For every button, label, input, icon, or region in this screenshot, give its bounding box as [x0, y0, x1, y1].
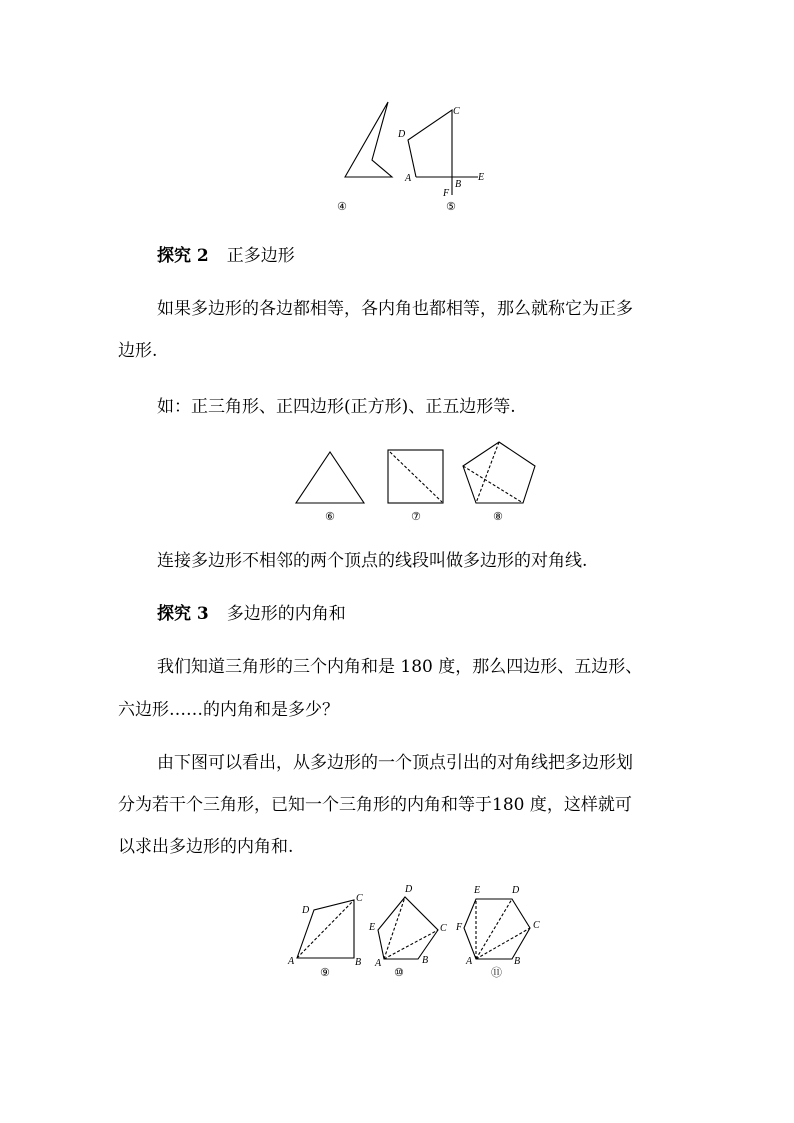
figure-6-triangle	[296, 452, 364, 503]
figure-11-hexagon	[464, 899, 530, 959]
section-3-para2-line2: 分为若干个三角形，已知一个三角形的内角和等于180 度，这样就可	[118, 795, 632, 815]
figure-10-pentagon	[378, 897, 438, 959]
fig5-caption: ⑤	[446, 200, 456, 213]
fig10-label-e: E	[369, 922, 376, 933]
figure-8-diagonal-2	[463, 466, 523, 503]
section-3-para1-line1: 我们知道三角形的三个内角和是 180 度，那么四边形、五边形、	[157, 657, 643, 677]
fig5-label-a: A	[405, 173, 412, 184]
fig11-label-a: A	[466, 956, 473, 967]
fig5-label-e: E	[478, 172, 485, 183]
section-2-number: 探究 2	[157, 246, 209, 266]
fig5-label-c: C	[453, 106, 460, 117]
section-2-para1-line2: 边形.	[118, 341, 158, 361]
fig10-label-d: D	[405, 884, 413, 895]
fig5-label-f: F	[443, 188, 450, 199]
fig5-label-b: B	[455, 179, 462, 190]
fig5-label-d: D	[398, 129, 406, 140]
fig9-label-c: C	[356, 893, 363, 904]
fig11-caption: ⑪	[491, 966, 502, 979]
fig9-label-d: D	[302, 905, 310, 916]
figure-7-square	[388, 450, 443, 503]
fig10-label-c: C	[440, 923, 447, 934]
section-3-para1-line2: 六边形……的内角和是多少？	[118, 700, 339, 720]
fig4-caption: ④	[337, 200, 347, 213]
fig11-label-d: D	[512, 885, 520, 896]
figure-11-diagonal-3	[476, 928, 530, 959]
figure-10-diagonal-1	[384, 897, 405, 959]
section-2-heading	[157, 245, 295, 267]
section-3-heading	[157, 603, 346, 625]
fig9-label-a: A	[288, 956, 295, 967]
section-3-number: 探究 3	[157, 604, 209, 624]
fig6-caption: ⑥	[325, 510, 335, 523]
figure-5-shape	[408, 110, 452, 177]
section-3-para2-line3: 以求出多边形的内角和.	[118, 837, 294, 857]
fig11-label-e: E	[474, 885, 481, 896]
fig8-caption: ⑧	[493, 510, 503, 523]
figure-4-shape	[345, 102, 392, 177]
section-2-para2: 如：正三角形、正四边形(正方形)、正五边形等.	[157, 397, 516, 417]
fig11-label-b: B	[514, 956, 521, 967]
fig11-label-c: C	[533, 920, 540, 931]
fig9-caption: ⑨	[320, 966, 330, 979]
section-3-para2-line1: 由下图可以看出，从多边形的一个顶点引出的对角线把多边形划	[157, 753, 633, 773]
fig10-label-b: B	[422, 955, 429, 966]
section-2-title: 正多边形	[226, 246, 295, 266]
fig11-label-f: F	[456, 922, 463, 933]
fig10-label-a: A	[375, 958, 382, 969]
figure-7-diagonal	[390, 452, 442, 502]
fig7-caption: ⑦	[411, 510, 421, 523]
figure-8-pentagon	[463, 442, 535, 503]
fig9-label-b: B	[355, 957, 362, 968]
diagonal-definition: 连接多边形不相邻的两个顶点的线段叫做多边形的对角线.	[157, 551, 588, 571]
figure-10-diagonal-2	[384, 930, 438, 959]
section-3-title: 多边形的内角和	[226, 604, 346, 624]
figure-11-diagonal-2	[476, 899, 512, 959]
section-2-para1-line1: 如果多边形的各边都相等，各内角也都相等，那么就称它为正多	[157, 299, 633, 319]
figure-8-diagonal-1	[476, 442, 499, 503]
fig10-caption: ⑩	[394, 966, 404, 979]
